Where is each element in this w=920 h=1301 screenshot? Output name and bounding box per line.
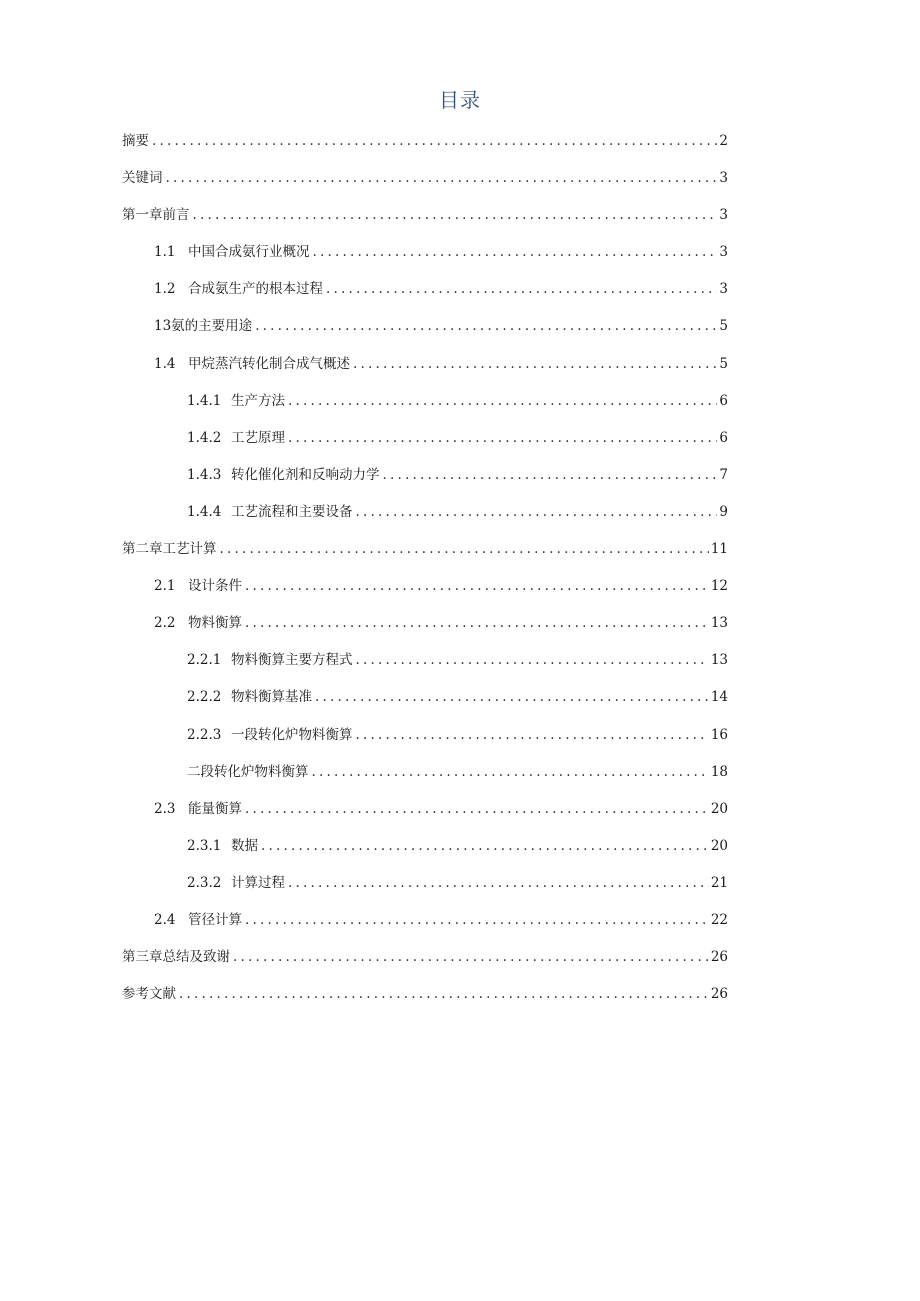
toc-entry-page-number: 11	[710, 541, 728, 558]
dot-leader	[220, 538, 709, 560]
dot-leader	[179, 983, 709, 1005]
toc-entry[interactable]	[122, 872, 728, 909]
toc-entry-number: 1.4.4	[187, 503, 222, 520]
toc-entry-number: 2.3	[154, 800, 176, 817]
toc-entry-number: 2.3.1	[187, 837, 222, 854]
toc-entry-number: 2.2	[154, 615, 176, 632]
toc-entry-label: 物料衡算主要方程式	[231, 652, 353, 669]
toc-entry-label: 第一章前言	[122, 207, 190, 224]
toc-entry-page-number: 14	[710, 689, 728, 706]
dot-leader	[356, 501, 718, 523]
dot-leader	[152, 130, 717, 152]
toc-entry-label: 合成氨生产的根本过程	[188, 281, 323, 298]
toc-entry-label: 第二章工艺计算	[122, 541, 217, 558]
toc-entry-page-number: 7	[719, 466, 728, 483]
toc-entry-number: 1.2	[154, 281, 176, 298]
toc-entry-number: 1.1	[154, 244, 176, 261]
toc-entry-label: 数据	[231, 837, 258, 854]
toc-entry-number: 1.4.3	[187, 466, 222, 483]
dot-leader	[261, 835, 709, 857]
table-of-contents	[122, 130, 728, 1020]
toc-entry[interactable]	[122, 353, 728, 390]
toc-entry[interactable]	[122, 538, 728, 575]
dot-leader	[245, 909, 709, 931]
toc-entry-number: 2.3.2	[187, 874, 222, 891]
toc-entry-label: 工艺原理	[231, 429, 285, 446]
toc-entry[interactable]	[122, 686, 728, 723]
toc-entry-page-number: 5	[719, 355, 728, 372]
dot-leader	[313, 241, 718, 263]
toc-entry[interactable]	[122, 427, 728, 464]
toc-entry[interactable]	[122, 501, 728, 538]
toc-entry-page-number: 13	[710, 652, 728, 669]
toc-entry-number: 1.4.1	[187, 392, 222, 409]
toc-entry-label: 转化催化剂和反响动力学	[231, 466, 380, 483]
dot-leader	[353, 353, 717, 375]
toc-entry-number: 1.4	[154, 355, 176, 372]
toc-entry-number: 2.2.3	[187, 726, 222, 743]
dot-leader	[356, 724, 709, 746]
toc-entry-page-number: 22	[710, 911, 728, 928]
toc-entry-label: 计算过程	[231, 874, 285, 891]
toc-entry-page-number: 2	[719, 133, 728, 149]
toc-entry-label: 物料衡算基准	[231, 689, 312, 706]
toc-entry[interactable]	[122, 909, 728, 946]
toc-entry-page-number: 3	[719, 207, 728, 224]
toc-entry-page-number: 3	[719, 281, 728, 298]
toc-entry-page-number: 5	[719, 318, 728, 335]
dot-leader	[245, 575, 709, 597]
toc-entry-number: 2.1	[154, 578, 176, 595]
toc-entry[interactable]	[122, 278, 728, 315]
dot-leader	[326, 278, 717, 300]
dot-leader	[233, 946, 709, 968]
dot-leader	[193, 204, 718, 226]
toc-entry-label: 13氨的主要用途	[154, 318, 253, 335]
toc-entry-number: 2.2.1	[187, 652, 222, 669]
toc-entry[interactable]	[122, 649, 728, 686]
dot-leader	[245, 612, 709, 634]
dot-leader	[312, 761, 709, 783]
toc-entry[interactable]	[122, 612, 728, 649]
toc-entry-label: 中国合成氨行业概况	[188, 244, 310, 261]
toc-entry[interactable]	[122, 167, 728, 204]
toc-entry-page-number: 3	[719, 170, 728, 187]
toc-entry-page-number: 9	[719, 503, 728, 520]
toc-entry-number: 2.2.2	[187, 689, 222, 706]
dot-leader	[245, 798, 709, 820]
toc-entry-label: 设计条件	[188, 578, 242, 595]
toc-entry-label: 摘要	[122, 133, 149, 149]
toc-entry-page-number: 21	[710, 874, 728, 891]
toc-entry[interactable]	[122, 798, 728, 835]
toc-entry-label: 甲烷蒸汽转化制合成气概述	[188, 355, 350, 372]
toc-entry-page-number: 6	[719, 429, 728, 446]
toc-entry-label: 工艺流程和主要设备	[231, 503, 353, 520]
toc-entry[interactable]	[122, 130, 728, 167]
toc-entry-label: 管径计算	[188, 911, 242, 928]
dot-leader	[315, 686, 709, 708]
dot-leader	[166, 167, 718, 189]
toc-entry-page-number: 26	[710, 949, 728, 966]
toc-entry-label: 一段转化炉物料衡算	[231, 726, 353, 743]
toc-entry-page-number: 16	[710, 726, 728, 743]
toc-entry[interactable]	[122, 575, 728, 612]
toc-entry[interactable]	[122, 946, 728, 983]
toc-entry-label: 物料衡算	[188, 615, 242, 632]
toc-entry-page-number: 6	[719, 392, 728, 409]
toc-entry[interactable]	[122, 241, 728, 278]
dot-leader	[288, 427, 717, 449]
toc-entry[interactable]	[122, 724, 728, 761]
toc-entry-label: 能量衡算	[188, 800, 242, 817]
toc-entry-page-number: 12	[710, 578, 728, 595]
toc-entry[interactable]	[122, 983, 728, 1020]
dot-leader	[255, 315, 717, 337]
toc-entry[interactable]	[122, 390, 728, 427]
toc-entry-page-number: 20	[710, 837, 728, 854]
toc-entry-page-number: 13	[710, 615, 728, 632]
toc-entry-number: 2.4	[154, 911, 176, 928]
toc-entry-page-number: 3	[719, 244, 728, 261]
toc-title: 目录	[439, 88, 481, 112]
toc-entry-page-number: 20	[710, 800, 728, 817]
dot-leader	[383, 464, 718, 486]
toc-entry-label: 关键词	[122, 170, 163, 187]
toc-entry-page-number: 26	[710, 986, 728, 1003]
toc-entry[interactable]	[122, 464, 728, 501]
toc-entry[interactable]	[122, 204, 728, 241]
dot-leader	[288, 872, 709, 894]
toc-entry-label: 二段转化炉物料衡算	[187, 763, 309, 780]
dot-leader	[356, 649, 709, 671]
toc-entry-label: 第三章总结及致谢	[122, 949, 230, 966]
toc-entry[interactable]	[122, 761, 728, 798]
dot-leader	[288, 390, 717, 412]
toc-entry-label: 生产方法	[231, 392, 285, 409]
toc-entry-label: 参考文献	[122, 986, 176, 1003]
toc-entry-number: 1.4.2	[187, 429, 222, 446]
toc-entry[interactable]	[122, 835, 728, 872]
toc-entry[interactable]	[122, 315, 728, 352]
toc-entry-page-number: 18	[710, 763, 728, 780]
